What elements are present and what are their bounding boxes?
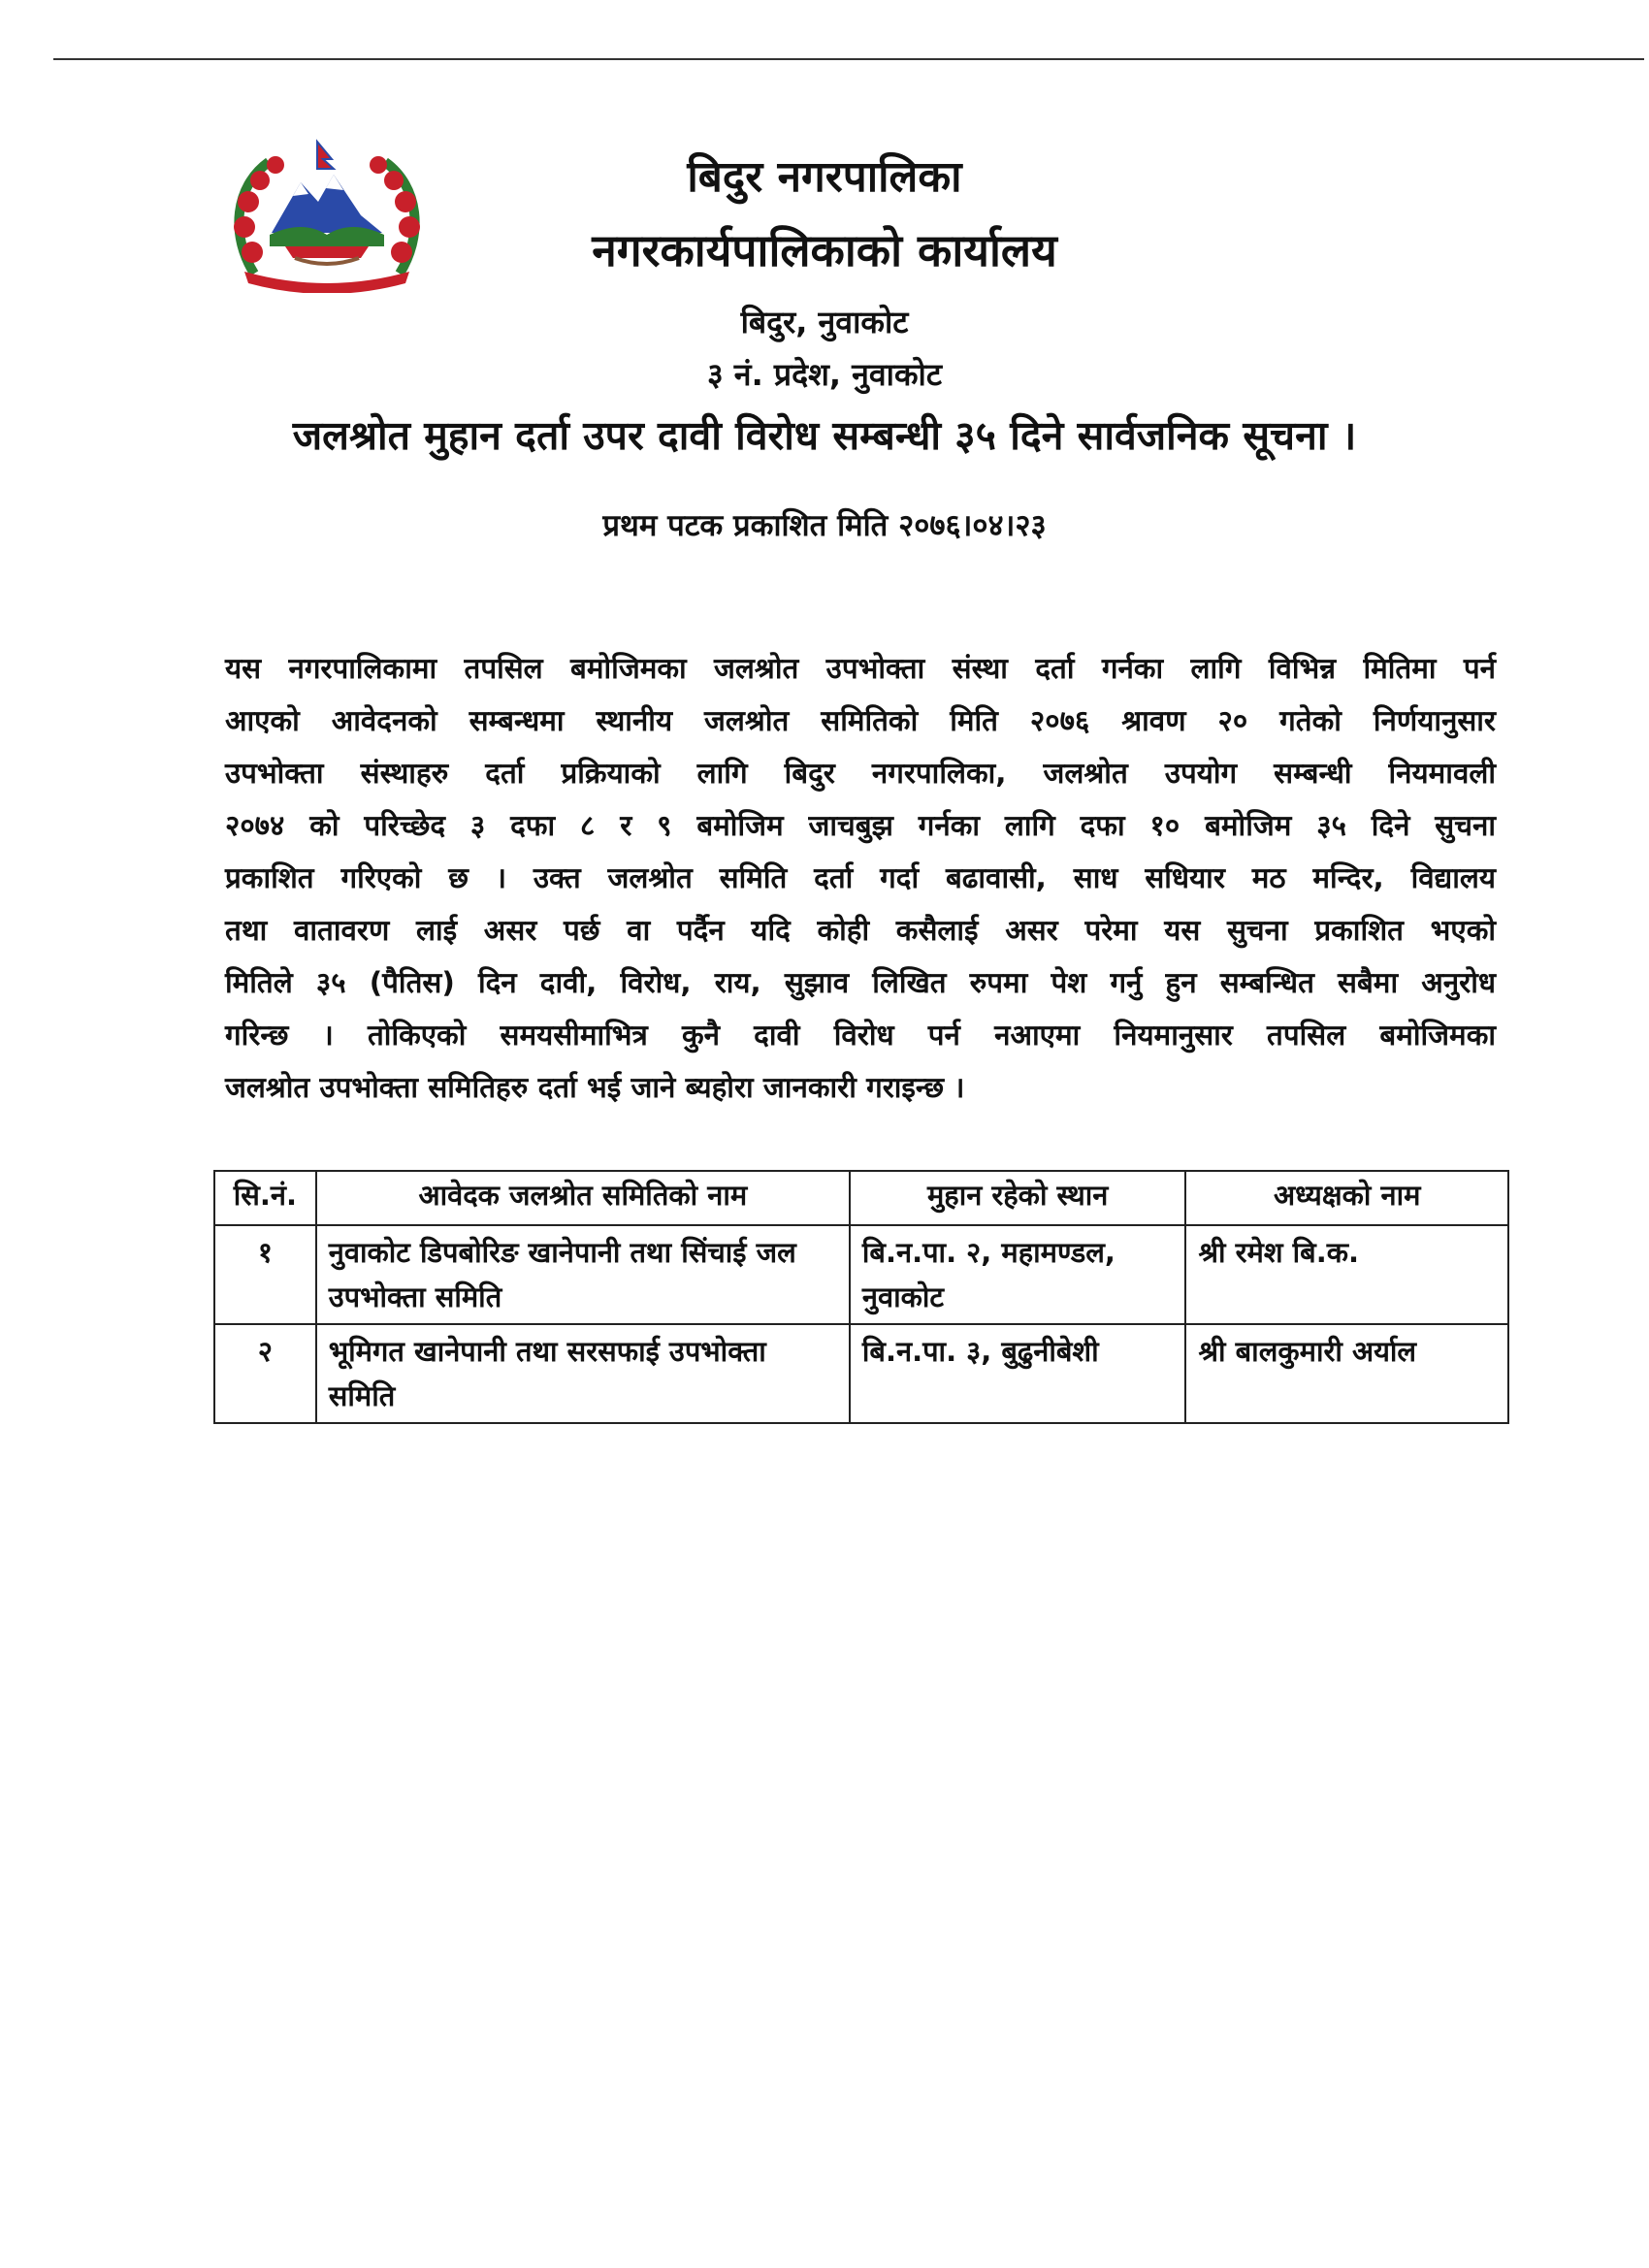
table-row	[214, 1225, 1508, 1324]
publish-date: प्रथम पटक प्रकाशित मिति २०७६।०४।२३	[602, 508, 1047, 543]
header-chair-name: अध्यक्षको नाम	[1185, 1171, 1508, 1225]
cell-source-location: बि.न.पा. ३, बुढुनीबेशी	[850, 1324, 1186, 1423]
body-line: २०७४ को परिच्छेद ३ दफा ८ र ९ बमोजिम जाचबुझ गर्नका लागि दफा १० बमोजिम ३५ दिने सुचना	[225, 809, 1496, 842]
body-line: उपभोक्ता संस्थाहरु दर्ता प्रक्रियाको लागि बिदुर नगरपालिका, जलश्रोत उपयोग सम्बन्धी नियमावली	[225, 757, 1496, 790]
cell-source-location: बि.न.पा. २, महामण्डल, नुवाकोट	[850, 1225, 1186, 1324]
cell-committee-name: भूमिगत खानेपानी तथा सरसफाई उपभोक्ता समिति	[316, 1324, 850, 1423]
applicant-table	[213, 1170, 1509, 1424]
table-row	[214, 1324, 1508, 1423]
body-line: गरिन्छ । तोकिएको समयसीमाभित्र कुनै दावी विरोध पर्न नआएमा नियमानुसार तपसिल बमोजिमका	[225, 1019, 1496, 1052]
notice-body	[225, 642, 1496, 1114]
cell-committee-name: नुवाकोट डिपबोरिङ खानेपानी तथा सिंचाई जल उपभोक्ता समिति	[316, 1225, 850, 1324]
header-committee-name: आवेदक जलश्रोत समितिको नाम	[316, 1171, 850, 1225]
table-header-row	[214, 1171, 1508, 1225]
body-line: आएको आवेदनको सम्बन्धमा स्थानीय जलश्रोत समितिको मिति २०७६ श्रावण २० गतेको निर्णयानुसार	[225, 704, 1496, 737]
notice-title: जलश्रोत मुहान दर्ता उपर दावी विरोध सम्बन्धी ३५ दिने सार्वजनिक सूचना ।	[292, 412, 1357, 459]
cell-serial-number: २	[214, 1324, 316, 1423]
cell-chair-name: श्री बालकुमारी अर्याल	[1185, 1324, 1508, 1423]
address-line-2: ३ नं. प्रदेश, नुवाकोट	[707, 356, 942, 393]
body-line: जलश्रोत उपभोक्ता समितिहरु दर्ता भई जाने ब्यहोरा जानकारी गराइन्छ ।	[225, 1071, 965, 1104]
municipality-name: बिदुर नगरपालिका	[687, 152, 962, 202]
body-line: प्रकाशित गरिएको छ । उक्त जलश्रोत समिति दर्ता गर्दा बढावासी, साध सधियार मठ मन्दिर, विद्यालय	[225, 861, 1496, 894]
header-source-location: मुहान रहेको स्थान	[850, 1171, 1186, 1225]
office-name: नगरकार्यपालिकाको कार्यालय	[592, 224, 1057, 276]
body-line: तथा वातावरण लाई असर पर्छ वा पर्दैन यदि कोही कसैलाई असर परेमा यस सुचना प्रकाशित भएको	[225, 914, 1496, 947]
top-rule	[53, 58, 1644, 60]
cell-chair-name: श्री रमेश बि.क.	[1185, 1225, 1508, 1324]
header-serial-number: सि.नं.	[214, 1171, 316, 1225]
cell-serial-number: १	[214, 1225, 316, 1324]
body-line: मितिले ३५ (पैतिस) दिन दावी, विरोध, राय, सुझाव लिखित रुपमा पेश गर्नु हुन सम्बन्धित सबैमा अनुरोध	[225, 966, 1496, 999]
body-line: यस नगरपालिकामा तपसिल बमोजिमका जलश्रोत उपभोक्ता संस्था दर्ता गर्नका लागि विभिन्न मितिमा पर्न	[225, 652, 1496, 685]
address-line-1: बिदुर, नुवाकोट	[740, 304, 909, 340]
